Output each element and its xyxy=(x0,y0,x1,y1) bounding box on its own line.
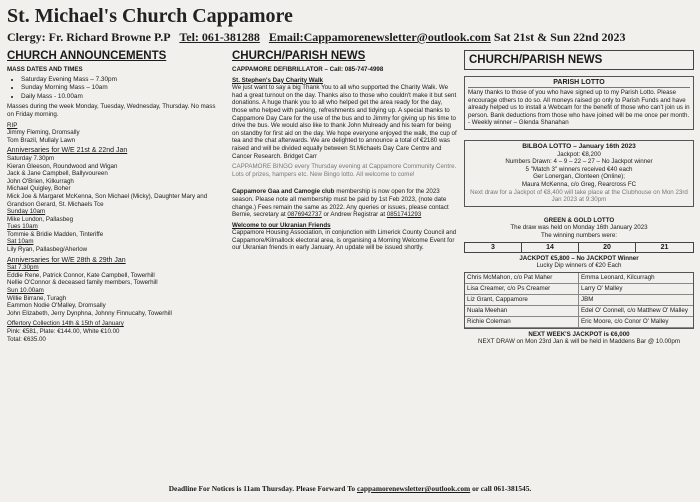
lotto-column xyxy=(464,50,694,346)
page-title: St. Michael's Church Cappamore xyxy=(7,5,293,27)
list-item: Eammon Nodie O'Malley, Dromsally xyxy=(7,302,106,310)
mass-time-label: Saturday 7.30pm xyxy=(7,154,55,162)
announcements-column xyxy=(7,50,217,343)
gaa-text: membership is now open for the 2023 season. Please note all membership must be paid by 1st Feb 2023, (note date change.) Fees remain the same as 2022. Any queries or issues, please contact Bernie, secretary at xyxy=(232,188,449,219)
table-cell: Chris McMahon, c/o Pat Maher xyxy=(465,273,579,284)
footer-deadline xyxy=(0,484,700,493)
list-item: Jack & Jane Campbell, Ballyvoureen xyxy=(7,170,108,178)
gg-lucky-dip: Lucky Dip winners of €20 Each xyxy=(536,262,622,270)
gaa-phone-link[interactable]: 0876942737 xyxy=(287,211,322,219)
telephone: Tel: 061-381288 xyxy=(179,30,260,44)
mass-time-label: Tues 10am xyxy=(7,223,38,231)
mass-list xyxy=(7,76,217,102)
parish-lotto-title: PARISH LOTTO xyxy=(468,79,690,88)
list-item: Willie Birrane, Turagh xyxy=(7,294,67,302)
table-cell: Liz Grant, Cappamore xyxy=(465,295,579,306)
list-item: Nellie O'Connor & deceased family members, Towerhill xyxy=(7,279,158,287)
winning-number: 20 xyxy=(579,243,636,252)
mass-time-label: Sat 7.30pm xyxy=(7,264,39,272)
anniversaries-heading-2: Anniversaries for W/E 28th & 29th Jan xyxy=(7,256,126,264)
winning-number: 21 xyxy=(660,243,669,251)
weekend-dates: Sat 21st & Sun 22nd 2023 xyxy=(493,30,626,44)
anniversaries-heading: Anniversaries for W/E 21st & 22nd Jan xyxy=(7,147,128,155)
list-item: Kieran Gleeson, Roundwood and Wigan xyxy=(7,162,118,170)
list-item: Tom Brazil, Mullaly Lawn xyxy=(7,136,76,144)
list-item: John Elizabeth, Jerry Dynphna, Johnny Finnucahy, Towerhill xyxy=(7,309,172,317)
bilboa-winner: Ger Lonergan, Clonteen (Online); xyxy=(533,173,625,181)
ukranian-heading: Welcome to our Ukranian Friends xyxy=(232,221,331,229)
list-item: John O'Brien, Kilkurragh xyxy=(7,177,74,185)
gg-next-jackpot: NEXT WEEK'S JACKPOT is €6,000 xyxy=(528,330,630,338)
list-item: Michael Quigley, Boher xyxy=(7,185,71,193)
list-item: Mike Lundon, Pallasbeg xyxy=(7,215,74,223)
table-cell: JBM xyxy=(579,295,693,306)
list-item: Tommie & Bridie Madden, Tinteriffe xyxy=(7,230,104,238)
offertory-breakdown: Pink: €581, Plate: €144.00, White €10.00 xyxy=(7,328,120,335)
bingo-notice: CAPPAMORE BINGO every Thursday evening at Cappamore Community Centre. Lots of prizes, hampers etc. New Bingo lotto. All welcome to come! xyxy=(232,163,457,178)
bilboa-jackpot: Jackpot: €8,200 xyxy=(557,150,601,158)
list-item: Mick Joe & Margaret McKenna, Son Michael (Micky), Daughter Mary and Grandson Gerard, St. Michaels Tce xyxy=(7,192,208,208)
ukranian-text: Cappamore Housing Association, in conjunction with Limerick County Council and Cappamore/Kilmallock electoral area, is organising a Morning Welcome Event for our Ukranian friends in early January. An update will be issued shortly. xyxy=(232,229,457,252)
table-cell: Nuala Meehan xyxy=(465,306,579,317)
list-item: Jimmy Fleming, Dromsally xyxy=(7,129,80,137)
lotto-column-heading: CHURCH/PARISH NEWS xyxy=(464,50,694,70)
offertory-heading: Offertory Collection 14th & 15th of January xyxy=(7,320,124,328)
list-item: • Sunday Morning Mass – 10am xyxy=(21,84,217,93)
list-item: Lily Ryan, Pallasbeg/Aherlow xyxy=(7,246,88,254)
gaa-phone-link-2[interactable]: 0851741293 xyxy=(386,211,422,219)
parish-news-heading: CHURCH/PARISH NEWS xyxy=(232,50,366,62)
charity-walk-text: We just want to say a big Thank You to all who supported the Charity Walk. We had a great turnout on the day. Thanks also to those who couldn't make it but sent donations. A huge thank you to all who helped get the area ready for the day, those who helped with parking, refreshments and tidying up. A special thanks to Cappamore Day Care for the use of the bus and to Jimmy for giving up his time to drive the bus. We would also like to thank John Mulready and his team for being on standby for first aid on the day. We hope everyone enjoyed the walk, the cup of tea and the chat afterwards. We are delighted to announce a total of €2180 was raised and will be divided equally between St.Michaels Day Care Centre and Cancer Research. Bridget Carr xyxy=(232,84,457,160)
mass-time-label: Sun 10.00am xyxy=(7,287,44,295)
bilboa-numbers: Numbers Drawn: 4 – 9 – 22 – 27 – No Jackpot winner xyxy=(505,158,653,166)
clergy: Clergy: Fr. Richard Browne P.P xyxy=(7,30,171,44)
charity-walk-heading: St. Stephen's Day Charity Walk xyxy=(232,76,323,84)
parish-lotto-box xyxy=(464,76,694,130)
list-item: Eddie Rene, Patrick Connor, Kate Campbell, Towerhill xyxy=(7,271,155,279)
winning-number: 14 xyxy=(522,243,579,252)
bilboa-match: 5 "Match 3" winners received €40 each xyxy=(525,165,633,173)
gg-title: GREEN & GOLD LOTTO xyxy=(543,216,615,224)
footer-text: Deadline For Notices is 11am Thursday. Please Forward To xyxy=(168,484,356,493)
bilboa-lotto-box xyxy=(464,140,694,207)
gaa-notice xyxy=(232,188,458,218)
announcements-heading: CHURCH ANNOUNCEMENTS xyxy=(7,50,167,62)
gg-next-draw: NEXT DRAW on Mon 23rd Jan & will be held in Maddens Bar @ 10.00pm xyxy=(478,338,680,346)
bilboa-lotto-title: BILBOA LOTTO – January 16th 2023 xyxy=(522,142,636,150)
rip-label: RIP xyxy=(7,121,18,129)
mass-times-heading: MASS DATES AND TIMES xyxy=(7,66,83,73)
table-cell: Emma Leonard, Kilcurragh xyxy=(579,273,693,284)
list-item: • Daily Mass - 10.00am xyxy=(21,93,217,102)
mass-time-label: Sunday 10am xyxy=(7,208,46,216)
header-contact-line xyxy=(7,30,626,45)
footer-phone: or call 061-381545. xyxy=(472,484,532,493)
footer-email-link[interactable]: cappamorenewsletter@outlook.com xyxy=(356,484,471,493)
defibrillator-notice: CAPPAMORE DEFIBRILLATOR – Call: 085-747-4998 xyxy=(232,66,384,73)
gaa-text-mid: or Andrew Registrar at xyxy=(323,211,386,219)
table-cell: Lisa Creamer, c/o Ps Creamer xyxy=(465,284,579,295)
mass-time-label: Sat 10am xyxy=(7,238,34,246)
parish-news-column xyxy=(232,50,458,252)
mass-note: Masses during the week Monday, Tuesday, Wednesday, Thursday. No mass on Friday morning. xyxy=(7,103,216,118)
parish-lotto-text: Many thanks to those of you who have signed up to my Parish Lotto. Please encourage others to do so. All moneys raised go only to Parish Funds and have already helped us to install a Webcam for the benefit of those who can't join us in person. Bank deductions from those who have joined will be me once per month. - Weekly winner – Glenda Shanahan xyxy=(468,89,690,127)
offertory-total: Total: €635.00 xyxy=(7,335,46,343)
table-cell: Edel O' Connell, c/o Matthew O' Malley xyxy=(579,306,693,317)
gg-numbers-label: The winning numbers were: xyxy=(540,231,617,239)
green-gold-lotto xyxy=(464,217,694,346)
winning-number: 3 xyxy=(465,243,522,252)
gg-subtitle: The draw was held on Monday 16th January 2023 xyxy=(510,224,648,232)
bilboa-winner: Maura McKenna, c/o Greg, Rearcross FC xyxy=(521,180,637,188)
bilboa-next-draw: Next draw for a Jackpot of €8,400 will take place at the Clubhouse on Mon 23rd Jan 2023 at 9:30pm xyxy=(470,188,688,204)
gg-winners-table xyxy=(464,272,694,329)
table-cell: Richie Coleman xyxy=(465,317,579,328)
list-item: • Saturday Evening Mass – 7.30pm xyxy=(21,76,217,85)
table-cell: Larry O' Malley xyxy=(579,284,693,295)
gaa-heading: Cappamore Gaa and Camogie club xyxy=(232,188,335,196)
gg-number-grid xyxy=(464,242,694,253)
email-link[interactable]: Email:Cappamorenewsletter@outlook.com xyxy=(268,30,491,44)
gg-jackpot: JACKPOT €5,800 – No JACKPOT Winner xyxy=(519,254,639,262)
table-cell: Eric Moore, c/o Conor O' Malley xyxy=(579,317,693,328)
